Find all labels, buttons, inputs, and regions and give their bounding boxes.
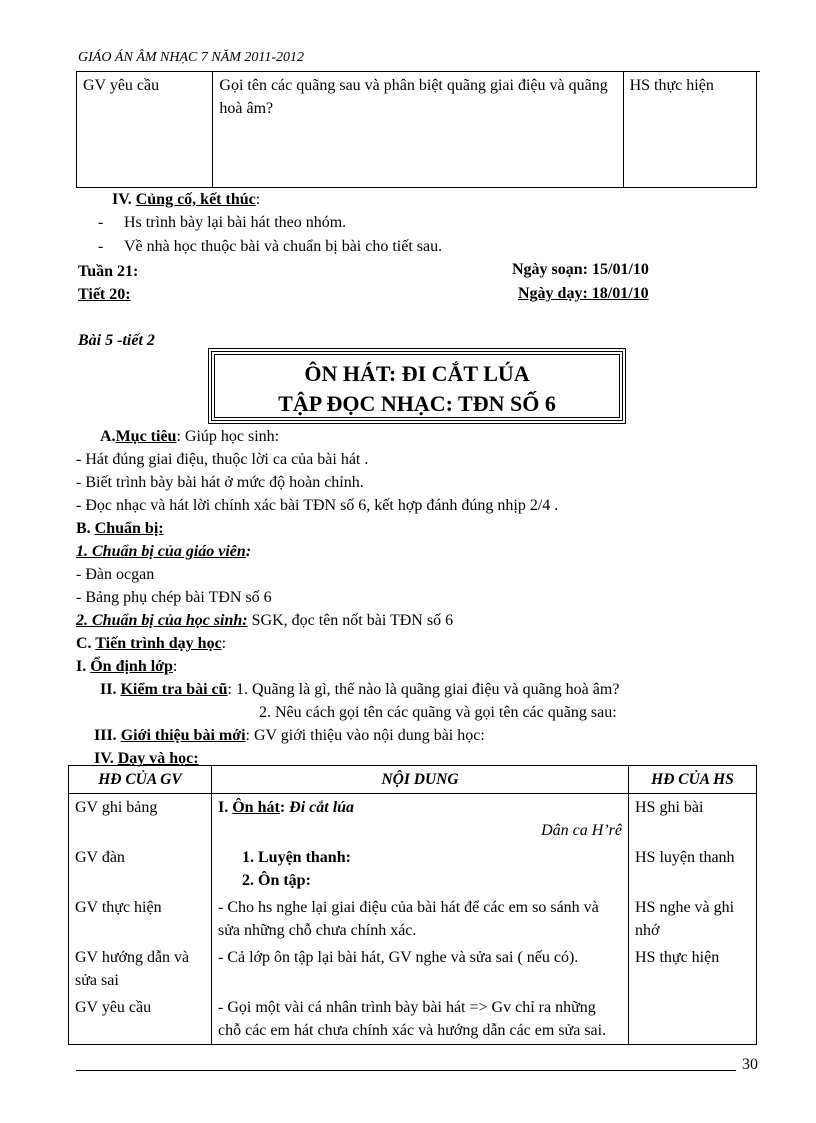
process-s4-label: Dạy và học: [117, 750, 199, 767]
process-s1-num: I. [76, 658, 91, 675]
objectives-prefix: A. [100, 428, 116, 445]
col-header-hs: HĐ CỦA HS [629, 766, 757, 794]
tuan: Tuần 21: [78, 263, 139, 280]
objective-item-2: - Biết trình bày bài hát ở mức độ hoàn chỉnh. [76, 474, 364, 491]
section-cung-co-colon: : [255, 191, 261, 208]
cell-hs [629, 994, 757, 1045]
process-s2 [100, 680, 619, 700]
prep-student-text: SGK, đọc tên nốt bài TĐN số 6 [247, 612, 454, 629]
top-table-hs: HS thực hiện [623, 72, 756, 188]
list-item: - Về nhà học thuộc bài và chuẩn bị bài cho tiết sau. [98, 238, 443, 255]
process-s1-label: Ổn định lớp [90, 658, 173, 675]
process-s2-q1: : 1. Quãng là gì, thế nào là quãng giai điệu và quãng hoà âm? [227, 681, 620, 698]
prep-teacher-colon: : [245, 543, 252, 560]
process-label: Tiến trình dạy học [95, 635, 222, 652]
cell-gv: GV ghi bảng [69, 794, 212, 845]
process-prefix: C. [76, 635, 96, 652]
table-row [69, 894, 757, 944]
cell-hs: HS nghe và ghi nhớ [629, 894, 757, 944]
song-title: Đi cắt lúa [289, 799, 355, 816]
lesson-title-line-1: ÔN HÁT: ĐI CẮT LÚA [304, 361, 530, 386]
luyen-thanh: 1. Luyện thanh: [242, 849, 351, 866]
cell-gv: GV hướng dẫn và sửa sai [69, 944, 212, 994]
process-s3 [94, 726, 485, 746]
table-row [69, 944, 757, 994]
ngay-soan: Ngày soạn: 15/01/10 [512, 261, 649, 278]
footer-rule [76, 1070, 736, 1071]
cell-content: - Gọi một vài cá nhân trình bày bài hát => Gv chỉ ra những chỗ các em hát chưa chính xác và hướng dẫn các em sửa sai. [212, 994, 629, 1045]
cell-gv: GV đàn [69, 844, 212, 894]
process-heading [76, 634, 226, 654]
top-table-content: Gọi tên các quãng sau và phân biệt quãng giai điệu và quãng hoà âm? [213, 72, 623, 188]
on-hat-colon: : [279, 799, 290, 816]
section-cung-co-heading: Củng cố, kết thúc [135, 191, 256, 208]
prep-student-label: 2. Chuẩn bị của học sinh: [76, 612, 248, 629]
on-tap: 2. Ôn tập: [242, 872, 311, 889]
cell-gv: GV yêu cầu [69, 994, 212, 1045]
process-s2-label: Kiểm tra bài cũ [120, 681, 228, 698]
table-row [69, 794, 757, 845]
cell-content: - Cho hs nghe lại giai điệu của bài hát để các em so sánh và sửa những chỗ chưa chính xác. [212, 894, 629, 944]
page-header: GIÁO ÁN ÂM NHẠC 7 NĂM 2011-2012 [78, 50, 305, 65]
col-header-content: NỘI DUNG [212, 766, 629, 794]
song-origin: Dân ca H’rê [541, 822, 622, 839]
cell-gv: GV thực hiện [69, 894, 212, 944]
process-s1 [76, 657, 177, 677]
cell-hs: HS luyện thanh [629, 844, 757, 894]
objective-item-1: - Hát đúng giai điệu, thuộc lời ca của bài hát . [76, 451, 369, 468]
cell-content [212, 794, 629, 845]
objective-item-3: - Đọc nhạc và hát lời chính xác bài TĐN số 6, kết hợp đánh đúng nhịp 2/4 . [76, 497, 559, 514]
lesson-title-box [211, 351, 623, 421]
process-s3-num: III. [94, 727, 121, 744]
process-s3-label: Giới thiệu bài mới [120, 727, 246, 744]
cell-hs: HS thực hiện [629, 944, 757, 994]
prep-label: Chuẩn bị: [94, 520, 164, 537]
prep-heading [76, 519, 164, 539]
main-table [68, 765, 757, 1045]
prep-teacher-heading [76, 542, 251, 562]
top-table-gv: GV yêu cầu [77, 72, 213, 188]
col-header-gv: HĐ CỦA GV [69, 766, 212, 794]
process-s2-q2: 2. Nêu cách gọi tên các quãng và gọi tên các quãng sau: [259, 704, 617, 721]
on-hat-prefix: I. [218, 799, 233, 816]
prep-teacher-label: 1. Chuẩn bị của giáo viên [76, 543, 246, 560]
table-row [69, 844, 757, 894]
lesson-label: Bài 5 -tiết 2 [78, 332, 155, 349]
list-item: - Hs trình bày lại bài hát theo nhóm. [98, 214, 347, 231]
process-s3-text: : GV giới thiệu vào nội dung bài học: [245, 727, 485, 744]
process-s4-num: IV. [94, 750, 118, 767]
objectives-text: : Giúp học sinh: [176, 428, 280, 445]
section-cung-co-num: IV. [112, 191, 132, 208]
process-s1-colon: : [172, 658, 178, 675]
prep-teacher-item-2: - Bảng phụ chép bài TĐN số 6 [76, 589, 272, 606]
on-hat-label: Ôn hát [232, 799, 280, 816]
cung-co-item-2: Về nhà học thuộc bài và chuẩn bị bài cho tiết sau. [124, 238, 443, 255]
top-table [76, 71, 757, 188]
cell-content [212, 844, 629, 894]
ngay-day: Ngày dạy: 18/01/10 [518, 285, 649, 302]
lesson-title-line-2: TẬP ĐỌC NHẠC: TĐN SỐ 6 [278, 391, 556, 416]
cell-content: - Cả lớp ôn tập lại bài hát, GV nghe và sửa sai ( nếu có). [212, 944, 629, 994]
prep-student [76, 611, 453, 631]
cell-hs: HS ghi bài [629, 794, 757, 845]
tiet: Tiết 20: [78, 286, 131, 303]
process-s2-num: II. [100, 681, 121, 698]
prep-prefix: B. [76, 520, 95, 537]
objectives-heading [100, 427, 279, 447]
process-colon: : [221, 635, 227, 652]
page-number: 30 [742, 1056, 758, 1073]
objectives-label: Mục tiêu [115, 428, 177, 445]
section-cung-co [112, 190, 260, 210]
table-row [69, 994, 757, 1045]
prep-teacher-item-1: - Đàn ocgan [76, 566, 155, 583]
cung-co-item-1: Hs trình bày lại bài hát theo nhóm. [124, 214, 347, 231]
